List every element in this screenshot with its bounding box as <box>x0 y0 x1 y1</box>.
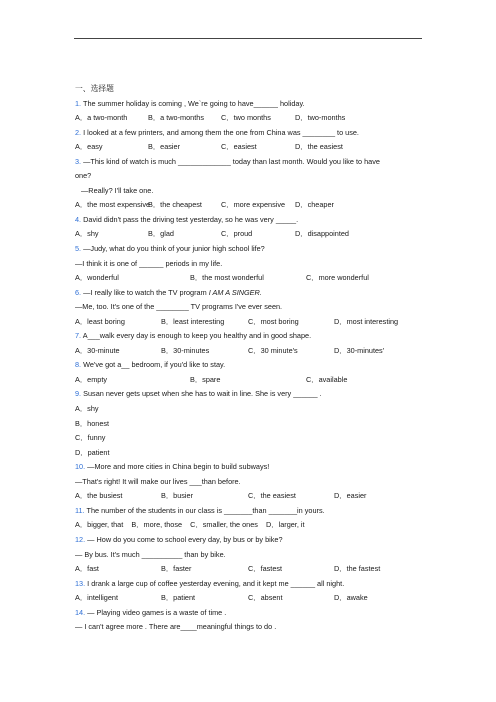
option-d[interactable]: D．cheaper <box>295 200 334 210</box>
question-text: — Playing video games is a waste of time . <box>85 607 227 617</box>
question-12-stem <box>75 533 425 548</box>
question-12-reply: — By bus. It's much __________ than by bike. <box>75 549 226 559</box>
option-d[interactable]: D．patient <box>75 447 110 457</box>
question-number: 2. <box>75 127 82 137</box>
question-3-reply: —Really? I'll take one. <box>81 185 154 195</box>
question-8-stem <box>75 358 425 373</box>
option-c[interactable]: C．available <box>306 374 348 384</box>
option-a[interactable]: A．empty <box>75 374 108 384</box>
option-b[interactable]: B．a two-months <box>148 113 204 123</box>
question-5-reply: —I think it is one of ______ periods in my life. <box>75 258 223 268</box>
option-c[interactable]: C．two months <box>221 113 271 123</box>
option-d[interactable]: D．the easiest <box>295 142 343 152</box>
question-number: 5. <box>75 244 82 254</box>
question-text: —More and more cities in China begin to build subways! <box>85 462 270 472</box>
question-number: 10. <box>75 462 86 472</box>
program-title: I AM A SINGER. <box>208 287 262 297</box>
option-a[interactable]: A．shy <box>75 404 99 414</box>
question-number: 1. <box>75 98 82 108</box>
question-number: 4. <box>75 214 82 224</box>
question-6-reply: —Me, too. It's one of the ________ TV programs I've ever seen. <box>75 302 283 312</box>
option-a[interactable]: A．shy <box>75 229 99 239</box>
option-a[interactable]: A．30-minute <box>75 345 120 355</box>
option-b[interactable]: B．least interesting <box>161 316 225 326</box>
option-b[interactable]: B．the most wonderful <box>190 273 264 283</box>
option-a[interactable]: A．fast <box>75 564 99 574</box>
question-text: —This kind of watch is much _____________ today than last month. Would you like to have <box>83 156 380 166</box>
option-a[interactable]: A．the busiest <box>75 491 123 501</box>
section-title: 一、选择题 <box>75 84 114 93</box>
question-10-stem <box>75 460 425 475</box>
option-c[interactable]: C．the easiest <box>248 491 296 501</box>
question-text: Susan never gets upset when she has to wait in line. She is very ______ . <box>83 389 322 399</box>
question-9-stem <box>75 387 425 402</box>
question-13-options <box>75 591 425 606</box>
question-5-options <box>75 271 425 286</box>
option-a[interactable]: A．intelligent <box>75 593 119 603</box>
question-2-stem <box>75 126 425 141</box>
question-13-stem <box>75 577 425 592</box>
question-14-reply: — I can't agree more . There are____meaningful things to do . <box>75 622 277 632</box>
question-text: A___walk every day is enough to keep you healthy and in good shape. <box>82 331 312 341</box>
option-b[interactable]: B．busier <box>161 491 194 501</box>
question-text: David didn't pass the driving test yesterday, so he was very _____. <box>83 214 299 224</box>
option-d[interactable]: D．most interesting <box>334 316 399 326</box>
option-d[interactable]: D．the fastest <box>334 564 381 574</box>
question-text: We've got a__ bedroom, if you'd like to stay. <box>83 360 226 370</box>
option-d[interactable]: D．easier <box>334 491 367 501</box>
question-7-options <box>75 344 425 359</box>
option-b[interactable]: B．honest <box>75 418 110 428</box>
question-1-stem <box>75 97 425 112</box>
question-5-stem <box>75 242 425 257</box>
option-b[interactable]: B．glad <box>148 229 174 239</box>
question-number: 12. <box>75 534 86 544</box>
option-a[interactable]: A．wonderful <box>75 273 119 283</box>
question-3-options <box>75 198 425 213</box>
header-rule <box>74 38 422 39</box>
option-d[interactable]: D．awake <box>334 593 368 603</box>
question-list <box>75 82 425 635</box>
question-text: The summer holiday is coming , We`re going to have______ holiday. <box>83 98 305 108</box>
question-text: — How do you come to school every day, by bus or by bike? <box>85 534 283 544</box>
question-4-stem <box>75 213 425 228</box>
option-c[interactable]: C．absent <box>248 593 283 603</box>
option-b[interactable]: B．easier <box>148 142 181 152</box>
option-a[interactable]: A．easy <box>75 142 103 152</box>
question-number: 13. <box>75 578 86 588</box>
option-d[interactable]: D．30-minutes' <box>334 345 385 355</box>
question-text: —I really like to watch the TV program <box>83 287 209 297</box>
question-1-options <box>75 111 425 126</box>
question-number: 8. <box>75 360 82 370</box>
option-b[interactable]: B．the cheapest <box>148 200 202 210</box>
question-number: 14. <box>75 607 86 617</box>
question-number: 9. <box>75 389 82 399</box>
option-c[interactable]: C．30 minute's <box>248 345 298 355</box>
option-c[interactable]: C．more expensive <box>221 200 286 210</box>
option-d[interactable]: D．two-months <box>295 113 346 123</box>
question-3-stem-cont: one? <box>75 171 92 181</box>
question-8-options <box>75 373 425 388</box>
question-11-stem <box>75 504 425 519</box>
question-text: I looked at a few printers, and among them the one from China was ________ to use. <box>83 127 359 137</box>
question-4-options <box>75 227 425 242</box>
option-b[interactable]: B．30-minutes <box>161 345 210 355</box>
question-6-stem <box>75 286 425 301</box>
option-d[interactable]: D．disappointed <box>295 229 349 239</box>
question-number: 3. <box>75 156 82 166</box>
option-b[interactable]: B．faster <box>161 564 192 574</box>
question-text: —Judy, what do you think of your junior high school life? <box>83 244 265 254</box>
option-c[interactable]: C．most boring <box>248 316 299 326</box>
question-number: 11. <box>75 505 85 515</box>
question-text: I drank a large cup of coffee yesterday evening, and it kept me ______ all night. <box>85 578 345 588</box>
question-number: 6. <box>75 287 82 297</box>
option-c[interactable]: C．easiest <box>221 142 257 152</box>
option-c[interactable]: C．fastest <box>248 564 283 574</box>
option-a[interactable]: A．a two-month <box>75 113 128 123</box>
option-a[interactable]: A．least boring <box>75 316 125 326</box>
question-text: The number of the students in our class is _______than _______in yours. <box>84 505 325 515</box>
question-2-options <box>75 140 425 155</box>
option-c[interactable]: C．more wonderful <box>306 273 369 283</box>
question-6-options <box>75 315 425 330</box>
question-14-stem <box>75 606 425 621</box>
question-7-stem <box>75 329 425 344</box>
question-10-reply: —That's right! It will make our lives ___than before. <box>75 476 241 486</box>
question-12-options <box>75 562 425 577</box>
option-b[interactable]: B．spare <box>190 374 221 384</box>
question-number: 7. <box>75 331 82 341</box>
option-a[interactable]: A．the most expensive <box>75 200 151 210</box>
option-c[interactable]: C．funny <box>75 433 106 443</box>
question-11-options[interactable]: A．bigger, that B．more, those C．smaller, the ones D．larger, it <box>75 520 305 530</box>
option-b[interactable]: B．patient <box>161 593 196 603</box>
question-10-options <box>75 489 425 504</box>
option-c[interactable]: C．proud <box>221 229 253 239</box>
question-3-stem <box>75 155 425 170</box>
